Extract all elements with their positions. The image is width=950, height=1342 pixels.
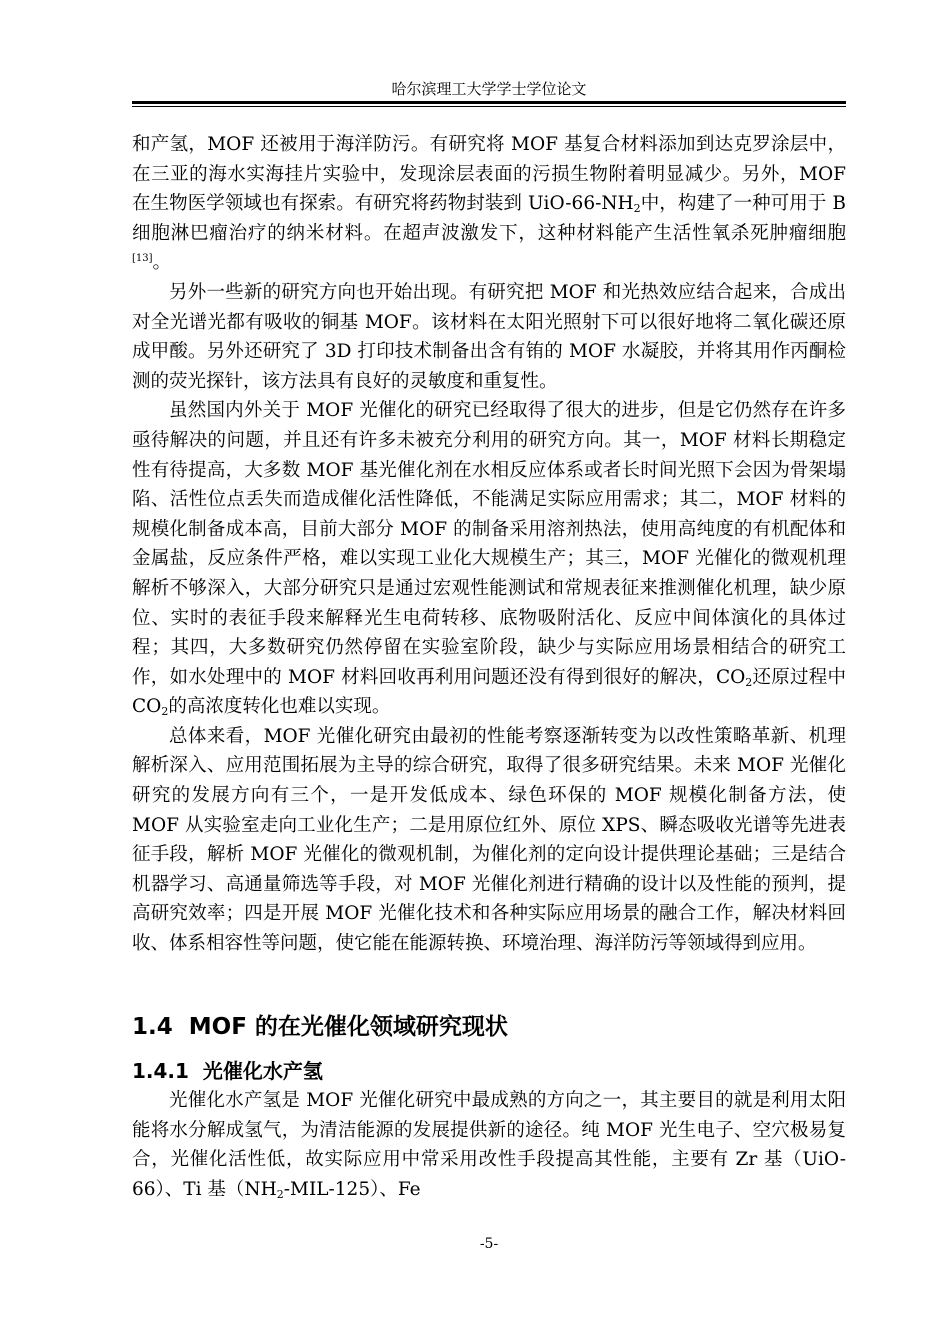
paragraph-3: 虽然国内外关于 MOF 光催化的研究已经取得了很大的进步，但是它仍然存在许多亟待解决的问题，并且还有许多未被充分利用的研究方向。其一，MOF 材料长期稳定性有待提高，大多数 MOF 基光催化剂在水相反应体系或者长时间光照下会因为骨架塌陷、活性位点丢失而造成催化活性降低，不能满足实际应用需求；其二，MOF 材料的规模化制备成本高，目前大部分 MOF 的制备采用溶剂热法，使用高纯度的有机配体和金属盐，反应条件严格，难以实现工业化大规模生产；其三，MOF 光催化的微观机理解析不够深入，大部分研究只是通过宏观性能测试和常规表征来推测催化机理，缺少原位、实时的表征手段来解释光生电荷转移、底物吸附活化、反应中间体演化的具体过程；其四，大多数研究仍然停留在实验室阶段，缺少与实际应用场景相结合的研究工作，如水处理中的 MOF 材料回收再利用问题还没有得到很好的解决，$CO_2$还原过程中 $CO_2$的高浓度转化也难以实现。 xyxy=(132,400,846,719)
paragraph-2: 另外一些新的研究方向也开始出现。有研究把 MOF 和光热效应结合起来，合成出对全光谱光都有吸收的铜基 MOF。该材料在太阳光照射下可以很好地将二氧化碳还原成甲酸。另外还研究了 3D 打印技术制备出含有铕的 MOF 水凝胶，并将其用作丙酮检测的荧光探针，该方法具有良好的灵敏度和重复性。 xyxy=(132,281,846,392)
section-heading: 1.4 MOF 的在光催化领域研究现状 xyxy=(132,1014,508,1040)
body-text-2 xyxy=(132,1086,846,1204)
paragraph-5: 光催化水产氢是 MOF 光催化研究中最成熟的方向之一，其主要目的就是利用太阳能将水分解成氢气，为清洁能源的发展提供新的途径。纯 MOF 光生电子、空穴极易复合，光催化活性低，故实际应用中常采用改性手段提高其性能，主要有 Zr 基（UiO-66）、Ti 基$(NH_2-MIL-125)$、Fe xyxy=(132,1090,846,1201)
running-header: 哈尔滨理工大学学士学位论文 xyxy=(391,80,587,98)
paragraph-4: 总体来看，MOF 光催化研究由最初的性能考察逐渐转变为以改性策略革新、机理解析深入、应用范围拓展为主导的综合研究，取得了很多研究结果。未来 MOF 光催化研究的发展方向有三个，一是开发低成本、绿色环保的 MOF 规模化制备方法，使 MOF 从实验室走向工业化生产；二是用原位红外、原位 XPS、瞬态吸收光谱等先进表征手段，解析 MOF 光催化的微观机制，为催化剂的定向设计提供理论基础；三是结合机器学习、高通量筛选等手段，对 MOF 光催化剂进行精确的设计以及性能的预判，提高研究效率；四是开展 MOF 光催化技术和各种实际应用场景的融合工作，解决材料回收、体系相容性等问题，使它能在能源转换、环境治理、海洋防污等领域得到应用。 xyxy=(132,725,846,955)
header-rule-thick xyxy=(132,101,846,104)
citation: [13] xyxy=(132,253,153,265)
header-rule-thin xyxy=(132,106,846,107)
subsection-heading: 1.4.1 光催化水产氢 xyxy=(132,1059,323,1083)
page-number: -5- xyxy=(479,1236,499,1252)
paragraph-1: 和产氢，MOF 还被用于海洋防污。有研究将 MOF 基复合材料添加到达克罗涂层中，在三亚的海水实海挂片实验中，发现涂层表面的污损生物附着明显减少。另外，MOF 在生物医学领域也有探索。有研究将药物封装到 UiO-$66-NH_2$中，构建了一种可用于 B 细胞淋巴瘤治疗的纳米材料。在超声波激发下，这种材料能产生活性氧杀死肿瘤细胞[13]。 xyxy=(132,134,846,274)
body-text xyxy=(132,130,846,959)
